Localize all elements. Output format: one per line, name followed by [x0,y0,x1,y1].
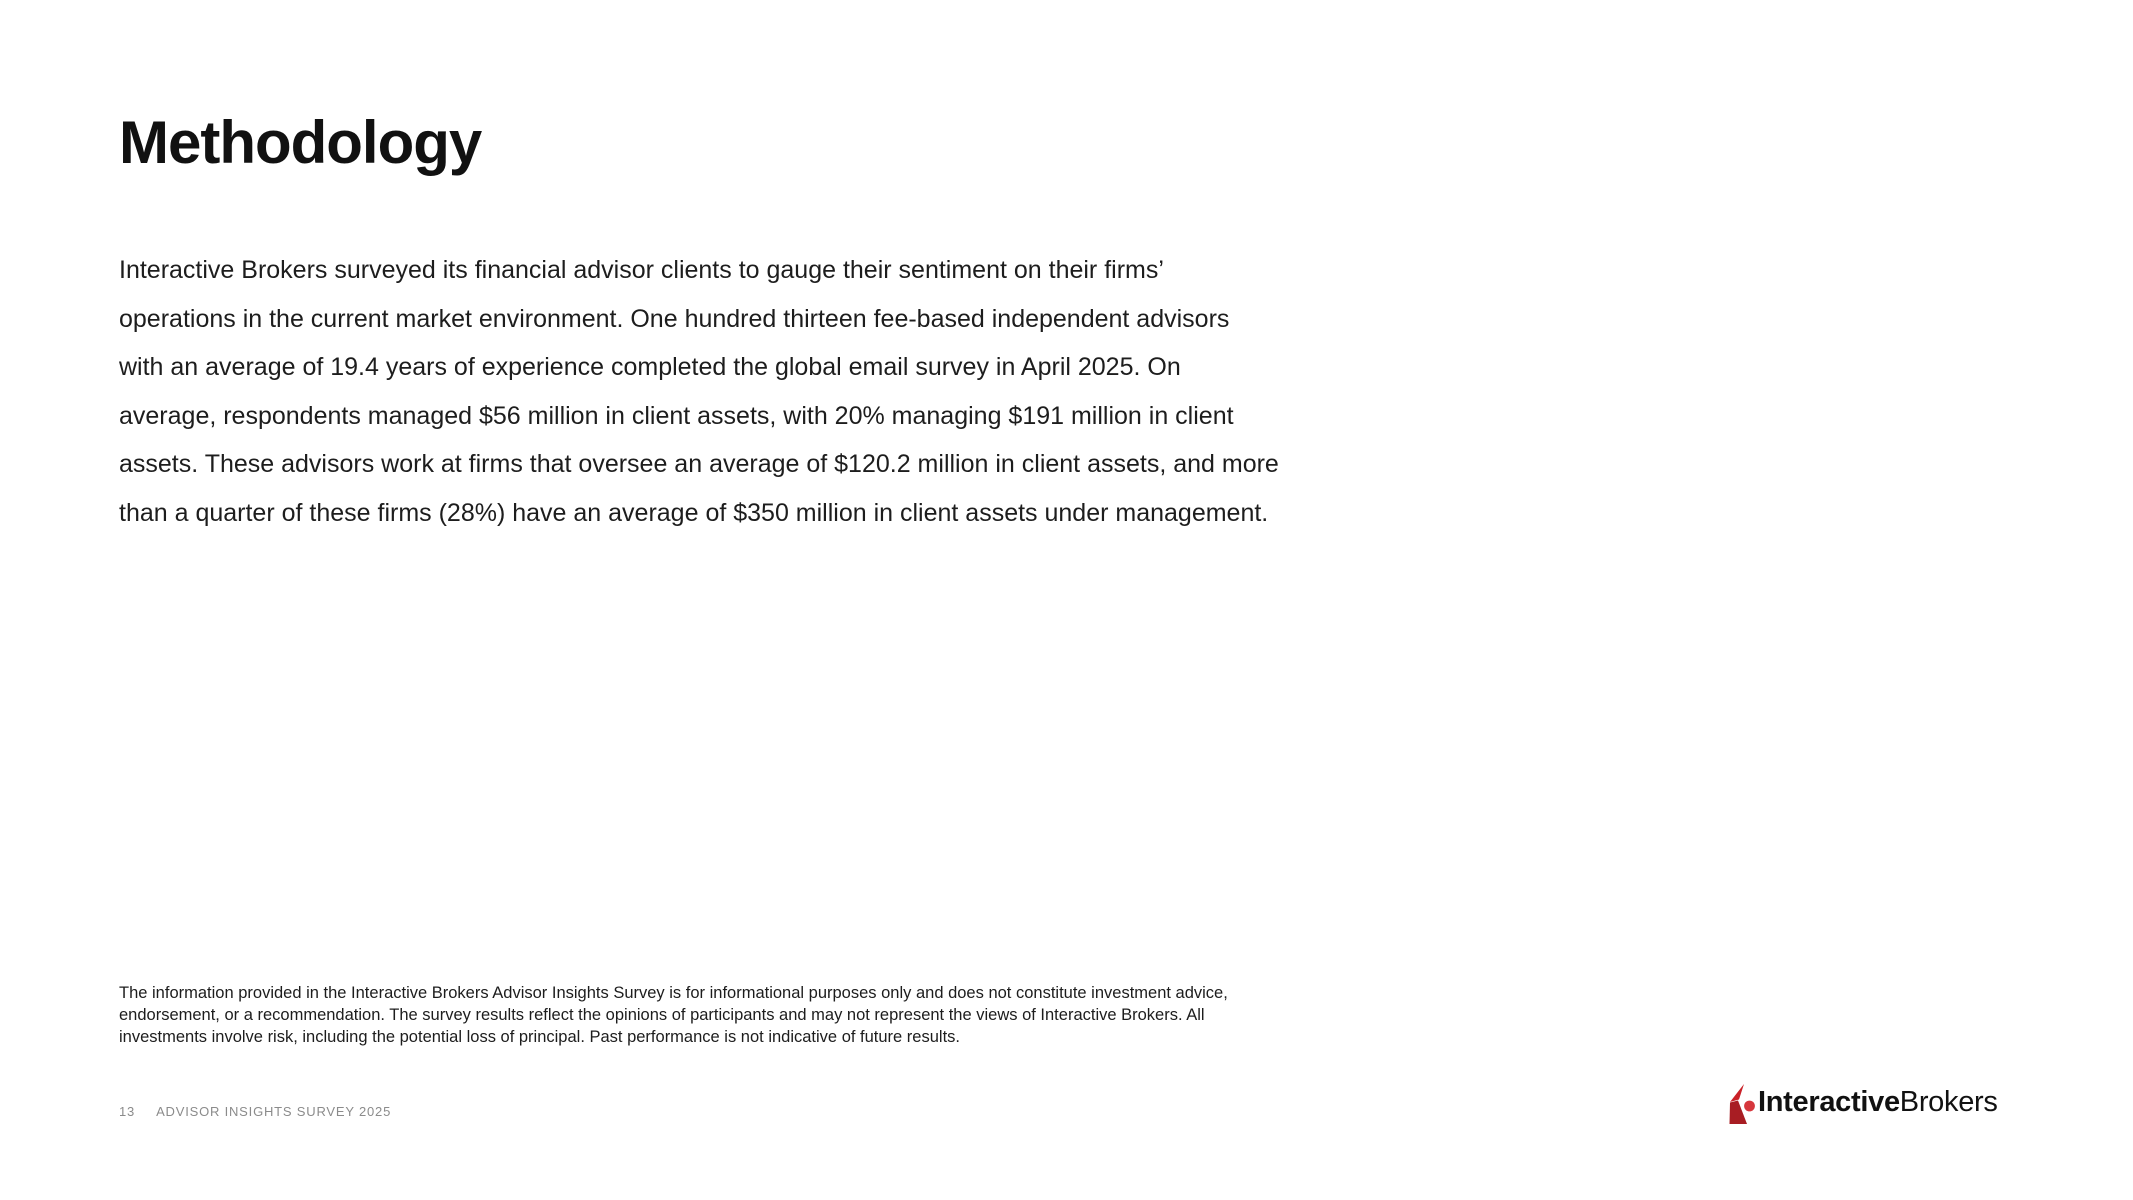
paragraph-line: Interactive Brokers surveyed its financial advisor clients to gauge their sentiment on their firms’ [119,256,1164,284]
paragraph-line: than a quarter of these firms (28%) have an average of $350 million in client assets under management. [119,498,1269,527]
disclaimer-line: The information provided in the Interactive Brokers Advisor Insights Survey is for informational purposes only and does not constitute investment advice, [119,984,1228,1002]
disclaimer-line: endorsement, or a recommendation. The survey results reflect the opinions of participants and may not represent the views of Interactive Brokers. All [119,1006,1205,1024]
footer-doc-title: ADVISOR INSIGHTS SURVEY 2025 [156,1104,392,1119]
methodology-paragraph [119,246,1389,537]
brand-name-interactive: Interactive [1758,1086,1900,1118]
ibkr-flame-mark-icon [1728,1084,1755,1124]
interactive-brokers-logo [1728,1084,1998,1124]
paragraph-line: assets. These advisors work at firms that oversee an average of $120.2 million in client assets, and more [119,450,1279,478]
paragraph-line: average, respondents managed $56 million in client assets, with 20% managing $191 million in client [119,401,1234,430]
ibkr-wordmark [1758,1083,1998,1121]
paragraph-line: operations in the current market environment. One hundred thirteen fee-based independent advisors [119,304,1230,333]
brand-name-brokers: Brokers [1899,1086,1998,1118]
page-number: 13 [119,1104,136,1119]
legal-disclaimer [119,982,1389,1048]
disclaimer-line: investments involve risk, including the potential loss of principal. Past performance is not indicative of future results. [119,1028,960,1046]
paragraph-line: with an average of 19.4 years of experience completed the global email survey in April 2025. On [119,353,1181,381]
footer [119,1105,391,1119]
page-title: Methodology [119,109,482,176]
